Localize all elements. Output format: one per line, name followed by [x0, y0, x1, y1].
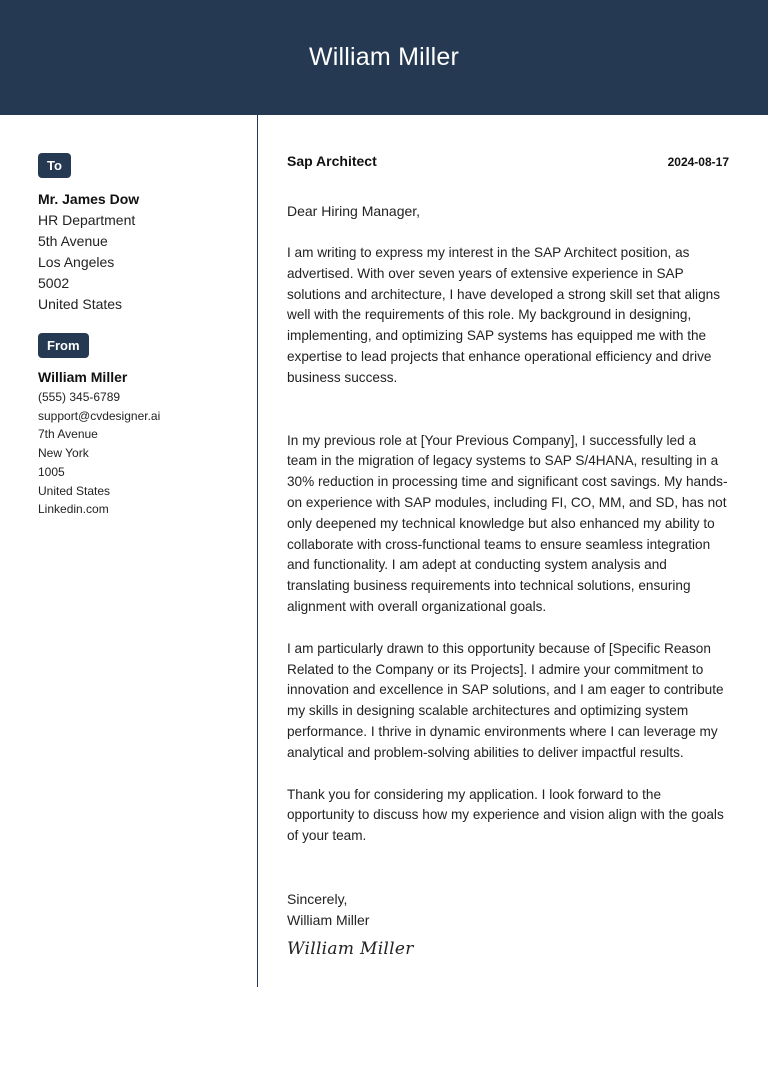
sender-country: United States: [38, 483, 111, 498]
sender-city: New York: [38, 446, 89, 461]
sender-name: William Miller: [38, 369, 128, 385]
from-badge: From: [38, 333, 89, 358]
sender-block: [38, 367, 243, 519]
closing-block: [287, 889, 729, 931]
column-divider: [257, 115, 258, 987]
sender-linkedin: Linkedin.com: [38, 502, 109, 517]
recipient-line: 5002: [38, 275, 70, 291]
salutation: Dear Hiring Manager,: [287, 203, 421, 219]
sender-phone: (555) 345-6789: [38, 390, 121, 404]
recipient-line: 5th Avenue: [38, 233, 108, 249]
closing: Sincerely,: [287, 890, 348, 907]
job-title: Sap Architect: [287, 153, 377, 169]
letter-date: 2024-08-17: [667, 155, 729, 169]
paragraph: Thank you for considering my application. I look forward to the opportunity to discuss how my experience and vision align with the goals of your team.: [287, 786, 724, 844]
page-header: [0, 0, 768, 115]
sender-email: support@cvdesigner.ai: [38, 408, 161, 423]
applicant-name: William Miller: [308, 43, 459, 71]
sender-street: 7th Avenue: [38, 427, 98, 442]
paragraph: I am writing to express my interest in the SAP Architect position, as advertised. With over seven years of extensive experience in SAP solutions and architecture, I have developed a strong skill set that aligns well with the requirements of this role. My background in designing, implementing, and optimizing SAP systems has equipped me with the expertise to lead projects that enhance operational efficiency and drive business success.: [287, 245, 720, 385]
paragraph: In my previous role at [Your Previous Company], I successfully led a team in the migration of legacy systems to SAP S/4HANA, resulting in a 30% reduction in processing time and significant cost savings. My hands-on experience with SAP modules, including FI, CO, MM, and SD, has not only deepened my technical knowledge but also enhanced my ability to collaborate with cross-functional teams to ensure seamless integration and functionality. I am adept at conducting system analysis and translating business requirements into technical solutions, ensuring alignment with overall organizational goals.: [287, 432, 728, 614]
to-badge: To: [38, 153, 71, 178]
recipient-block: [38, 189, 243, 315]
recipient-line: Los Angeles: [38, 254, 115, 270]
letter-title-row: [287, 153, 729, 169]
sidebar: [38, 153, 243, 519]
signoff-name: William Miller: [287, 911, 370, 928]
recipient-name: Mr. James Dow: [38, 191, 140, 207]
sender-zip: 1005: [38, 464, 65, 479]
signature: William Miller: [287, 938, 414, 959]
recipient-line: HR Department: [38, 212, 136, 228]
recipient-line: United States: [38, 296, 123, 312]
letter-body: [287, 153, 729, 959]
paragraph: I am particularly drawn to this opportunity because of [Specific Reason Related to the Company or its Projects]. I admire your commitment to innovation and excellence in SAP solutions, and I am eager to contribute my skills in designing scalable architectures and optimizing system performance. I thrive in dynamic environments where I can leverage my analytical and problem-solving abilities to deliver impactful results.: [287, 640, 724, 760]
